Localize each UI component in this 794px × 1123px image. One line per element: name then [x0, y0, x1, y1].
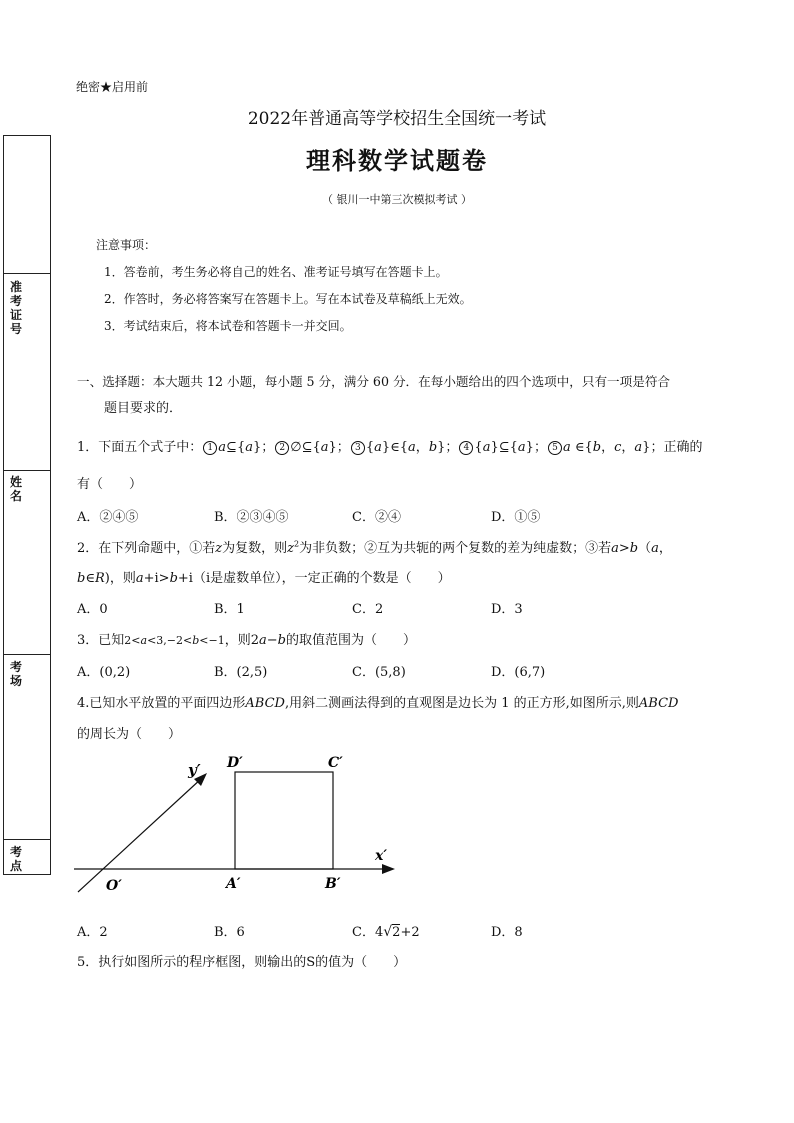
- question-2-option-d: D．3: [491, 602, 523, 617]
- question-4-option-c-label: C．: [352, 925, 375, 940]
- question-1-option-c: C．②④: [352, 510, 401, 525]
- question-3-option-a: A．(0,2): [77, 665, 131, 680]
- label-y-prime: y′: [188, 761, 201, 779]
- x-axis-arrow: [382, 864, 395, 874]
- label-d-prime: D′: [227, 755, 243, 771]
- question-5-stem: 5．执行如图所示的程序框图，则输出的S的值为（ ）: [77, 955, 407, 970]
- section-1-heading-cont: 题目要求的．: [104, 401, 183, 416]
- question-2-text-e: （i是虚数单位），一定正确的个数是（ ）: [192, 571, 451, 586]
- sidebar-label-name: 姓名: [9, 475, 22, 503]
- question-2-text-d: ，则: [109, 571, 136, 586]
- question-2-option-c: C．2: [352, 602, 384, 617]
- question-4-option-a: A．2: [77, 925, 108, 940]
- candidate-info-sidebar: [3, 135, 51, 875]
- paper-title: 理科数学试题卷: [306, 146, 488, 175]
- question-4-text-a: 4.已知水平放置的平面四边形: [77, 696, 246, 711]
- question-1-formulas: 1 a⊆{a}； 2 ∅⊆{a}； 3 {a}∈{a，b}； 4 {a}⊆{a}； 5 a ∈{b，c，a}: [202, 440, 650, 455]
- question-2-text-a: 2．在下列命题中，①若: [77, 541, 216, 556]
- question-1-stem: [77, 436, 702, 455]
- question-4-option-c: C．4√2+2: [352, 924, 420, 940]
- notice-item-2: 2．作答时，务必将答案写在答题卡上。写在本试卷及草稿纸上无效。: [104, 292, 472, 306]
- sidebar-label-admission: 准考证号: [9, 280, 22, 336]
- sidebar-cell-name: [4, 470, 50, 507]
- question-4-stem: 4.已知水平放置的平面四边形ABCD,用斜二测画法得到的直观图是边长为 1 的正方形,如图所示,则ABCD: [77, 696, 679, 711]
- question-3-option-d: D．(6,7): [491, 665, 546, 680]
- question-3-text-b: ，则: [224, 633, 251, 648]
- sidebar-label-site: 考点: [9, 845, 22, 873]
- question-2-option-a: A．0: [77, 602, 108, 617]
- label-b-prime: B′: [325, 876, 341, 892]
- question-2-text-c: 为非负数；②互为共轭的两个复数的差为纯虚数；③若: [299, 541, 612, 556]
- notice-item-1: 1．答卷前，考生务必将自己的姓名、准考证号填写在答题卡上。: [104, 265, 448, 279]
- secret-note: 绝密★启用前: [76, 80, 149, 94]
- paper-subtitle: （ 银川一中第三次模拟考试 ）: [322, 193, 472, 206]
- question-4-option-b: B．6: [214, 925, 245, 940]
- question-1-prefix: 1．下面五个式子中：: [77, 440, 203, 455]
- question-2-option-b: B．1: [214, 602, 245, 617]
- question-4-stem-cont: 的周长为（ ）: [77, 727, 182, 742]
- question-3-text-c: 的取值范围为（ ）: [286, 633, 417, 648]
- question-3-stem: 3．已知2<a<3,−2<b<−1，则2a−b的取值范围为（ ）: [77, 633, 417, 648]
- section-1-heading: 一、选择题：本大题共 12 小题，每小题 5 分，满分 60 分．在每小题给出的四个选项中，只有一项是符合: [77, 374, 671, 389]
- oblique-projection-figure: [70, 752, 400, 897]
- question-1-option-a: A．②④⑤: [77, 510, 139, 525]
- sidebar-cell-room: [4, 654, 50, 693]
- sidebar-label-room: 考场: [9, 660, 22, 688]
- label-c-prime: C′: [328, 755, 343, 771]
- question-1-option-b: B．②③④⑤: [214, 510, 289, 525]
- label-o-prime: O′: [106, 878, 122, 894]
- question-1-stem-cont: 有（ ）: [77, 477, 143, 492]
- question-4-option-d: D．8: [491, 925, 523, 940]
- question-1-suffix: ；正确的: [650, 440, 703, 455]
- question-3-option-b: B．(2,5): [214, 665, 268, 680]
- notice-heading: 注意事项：: [96, 238, 157, 252]
- label-a-prime: A′: [226, 876, 241, 892]
- question-2-stem: 2．在下列命题中，①若z为复数，则$z^2$为非负数；②互为共轭的两个复数的差为纯虚数；③若a>b（a，: [77, 539, 672, 556]
- notice-item-3: 3．考试结束后，将本试卷和答题卡一并交回。: [104, 319, 352, 333]
- question-4-text-b: ,用斜二测画法得到的直观图是边长为 1 的正方形,如图所示,则: [284, 696, 639, 711]
- y-axis-line: [78, 778, 202, 892]
- label-x-prime: x′: [375, 848, 388, 864]
- question-3-option-c: C．(5,8): [352, 665, 406, 680]
- question-1-option-d: D．①⑤: [491, 510, 541, 525]
- question-2-text-b: 为复数，则: [222, 541, 288, 556]
- sidebar-cell-admission: [4, 273, 50, 336]
- question-3-text-a: 3．已知: [77, 633, 125, 648]
- sidebar-cell-site: [4, 839, 50, 875]
- square-abcd: [235, 772, 333, 869]
- exam-title: 2022年普通高等学校招生全国统一考试: [247, 109, 547, 129]
- question-2-stem-cont: b∈R)，则a+i>b+i（i是虚数单位），一定正确的个数是（ ）: [77, 571, 451, 586]
